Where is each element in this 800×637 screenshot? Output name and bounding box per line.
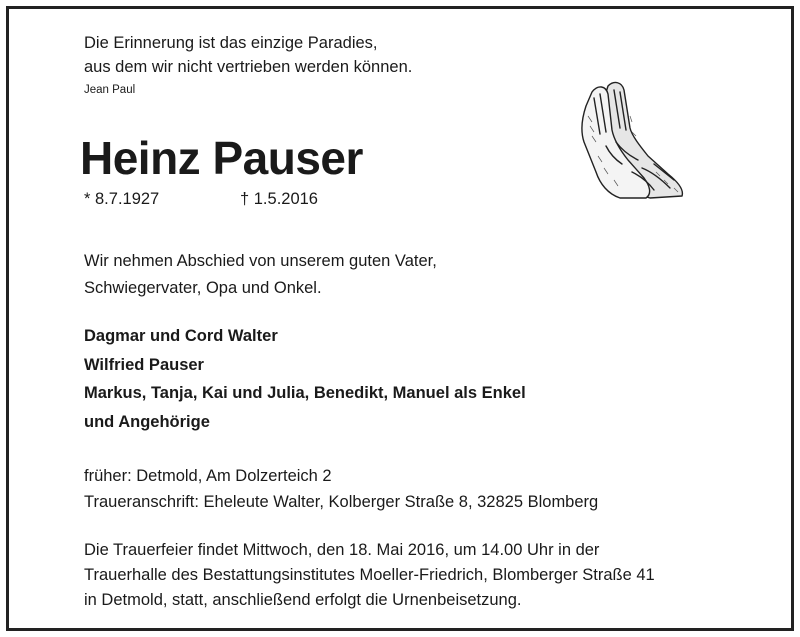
praying-hands-icon <box>570 76 688 200</box>
farewell-line-2: Schwiegervater, Opa und Onkel. <box>84 279 322 297</box>
former-address: früher: Detmold, Am Dolzerteich 2 <box>84 467 332 485</box>
service-line-1: Die Trauerfeier findet Mittwoch, den 18. Mai 2016, um 14.00 Uhr in der <box>84 541 600 559</box>
birth-date: * 8.7.1927 <box>84 190 160 208</box>
deceased-name: Heinz Pauser <box>80 132 363 184</box>
family-member: Dagmar und Cord Walter <box>84 327 278 345</box>
quote-line-2: aus dem wir nicht vertrieben werden können. <box>84 58 413 76</box>
farewell-line-1: Wir nehmen Abschied von unserem guten Vater, <box>84 252 437 270</box>
quote-line-1: Die Erinnerung ist das einzige Paradies, <box>84 34 378 52</box>
death-date: † 1.5.2016 <box>240 190 318 208</box>
quote-author: Jean Paul <box>84 84 136 96</box>
family-member: und Angehörige <box>84 413 210 431</box>
mourning-address: Traueranschrift: Eheleute Walter, Kolberger Straße 8, 32825 Blomberg <box>84 493 599 511</box>
service-line-2: Trauerhalle des Bestattungsinstitutes Moeller-Friedrich, Blomberger Straße 41 <box>84 566 655 584</box>
family-member: Markus, Tanja, Kai und Julia, Benedikt, Manuel als Enkel <box>84 384 526 402</box>
family-member: Wilfried Pauser <box>84 356 204 374</box>
service-line-3: in Detmold, statt, anschließend erfolgt die Urnenbeisetzung. <box>84 591 522 609</box>
